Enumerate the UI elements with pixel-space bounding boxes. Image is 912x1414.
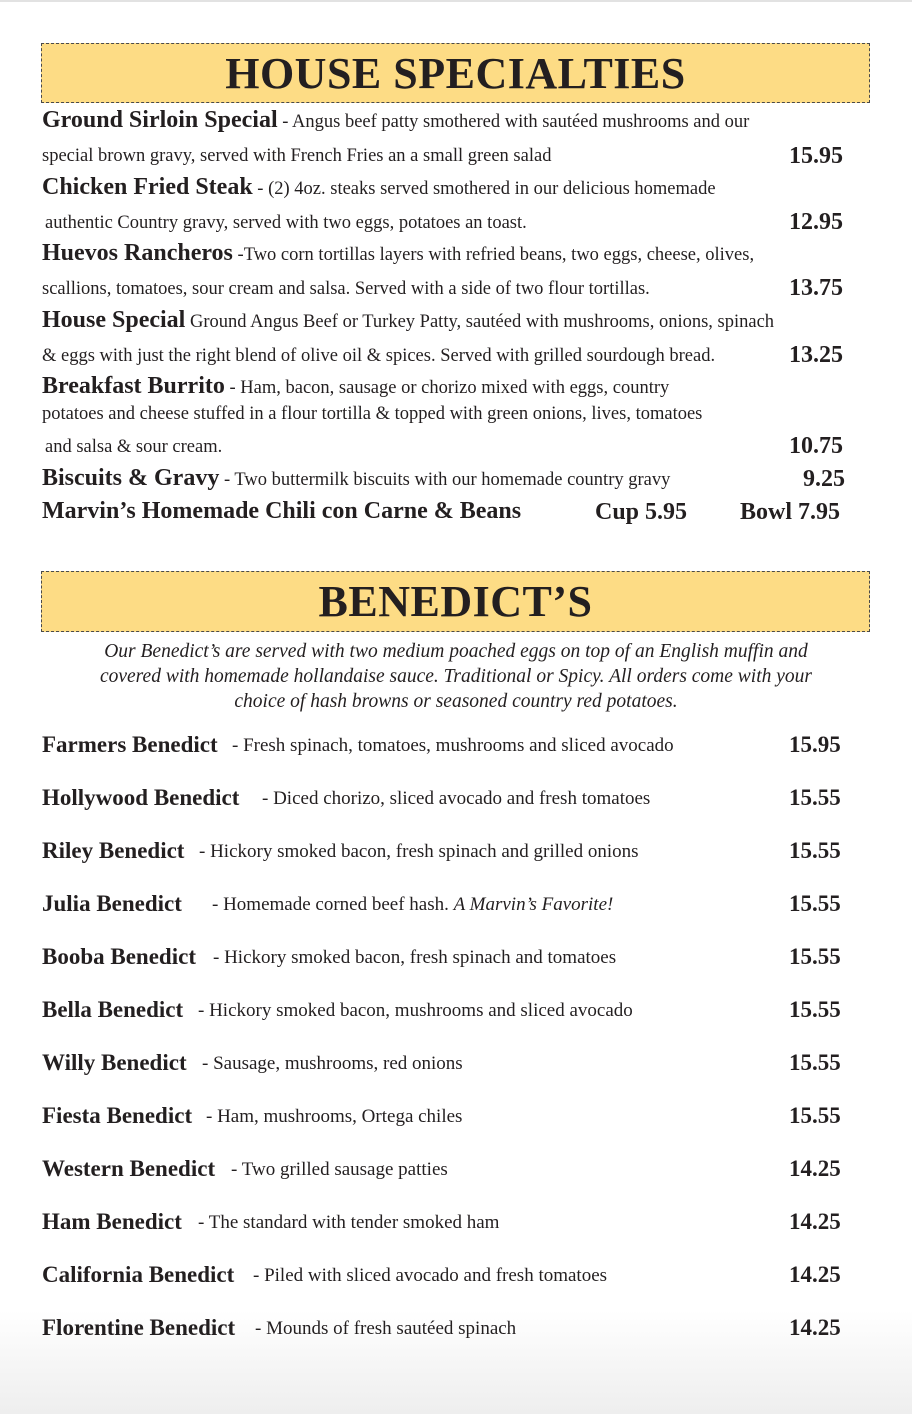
item-price: 13.25 bbox=[789, 342, 843, 368]
item-name: Hollywood Benedict bbox=[42, 785, 240, 810]
item-price: 10.75 bbox=[789, 433, 843, 459]
item-desc: - (2) 4oz. steaks served smothered in our delicious homemade bbox=[252, 179, 716, 199]
menu-item-huevos-rancheros bbox=[42, 240, 754, 267]
intro-line: Our Benedict’s are served with two medium poached eggs on top of an English muffin and bbox=[104, 641, 808, 662]
benedict-item-fiesta bbox=[42, 1103, 852, 1133]
item-desc-cont: & eggs with just the right blend of olive oil & spices. Served with grilled sourdough bread. bbox=[42, 346, 716, 366]
item-price: 15.55 bbox=[789, 891, 841, 916]
item-desc: - Hickory smoked bacon, mushrooms and sliced avocado bbox=[198, 1000, 633, 1021]
item-desc-cont: potatoes and cheese stuffed in a flour tortilla & topped with green onions, lives, tomatoes bbox=[42, 404, 703, 424]
item-name: Julia Benedict bbox=[42, 891, 182, 916]
benedict-item-ham bbox=[42, 1209, 852, 1239]
menu-item-biscuits-gravy bbox=[42, 465, 670, 492]
item-desc: -Two corn tortillas layers with refried beans, two eggs, cheese, olives, bbox=[232, 245, 755, 265]
benedict-item-farmers bbox=[42, 732, 852, 762]
item-desc-cont: scallions, tomatoes, sour cream and salsa. Served with a side of two flour tortillas. bbox=[42, 279, 650, 299]
item-desc: - Hickory smoked bacon, fresh spinach and tomatoes bbox=[213, 947, 617, 968]
benedict-item-western bbox=[42, 1156, 852, 1186]
item-desc: - Ham, bacon, sausage or chorizo mixed with eggs, country bbox=[224, 378, 670, 398]
item-desc: - Fresh spinach, tomatoes, mushrooms and sliced avocado bbox=[232, 735, 674, 756]
menu-item-ground-sirloin-special bbox=[42, 107, 749, 134]
menu-item-chicken-fried-steak bbox=[42, 174, 716, 201]
item-price: 12.95 bbox=[789, 209, 843, 235]
benedict-item-bella bbox=[42, 997, 852, 1027]
item-name: Farmers Benedict bbox=[42, 732, 218, 757]
item-name: Booba Benedict bbox=[42, 944, 196, 969]
item-name: Chicken Fried Steak bbox=[42, 174, 253, 200]
item-desc: - Piled with sliced avocado and fresh tomatoes bbox=[253, 1265, 608, 1286]
favorite-note: A Marvin’s Favorite! bbox=[453, 894, 614, 915]
item-desc: - Sausage, mushrooms, red onions bbox=[202, 1053, 463, 1074]
benedict-item-california bbox=[42, 1262, 852, 1292]
item-price: 15.55 bbox=[789, 785, 841, 810]
benedict-item-willy bbox=[42, 1050, 852, 1080]
item-desc-cont: special brown gravy, served with French Fries an a small green salad bbox=[42, 146, 552, 166]
item-name: Florentine Benedict bbox=[42, 1315, 236, 1340]
item-name: Biscuits & Gravy bbox=[42, 465, 220, 491]
item-desc: - Two grilled sausage patties bbox=[231, 1159, 448, 1180]
benedict-item-hollywood bbox=[42, 785, 852, 815]
item-name: Fiesta Benedict bbox=[42, 1103, 193, 1128]
item-desc: - Hickory smoked bacon, fresh spinach and grilled onions bbox=[199, 841, 639, 862]
item-desc-cont: authentic Country gravy, served with two eggs, potatoes an toast. bbox=[45, 213, 527, 233]
item-name: California Benedict bbox=[42, 1262, 235, 1287]
house-specialties-banner: HOUSE SPECIALTIES bbox=[41, 43, 870, 103]
item-price: 15.55 bbox=[789, 997, 841, 1022]
item-name: Ground Sirloin Special bbox=[42, 107, 278, 133]
item-price: 9.25 bbox=[803, 466, 845, 492]
chili-bowl-price: Bowl 7.95 bbox=[740, 499, 841, 525]
item-desc: - Diced chorizo, sliced avocado and fresh tomatoes bbox=[262, 788, 651, 809]
menu-item-house-special bbox=[42, 307, 774, 334]
item-name: Bella Benedict bbox=[42, 997, 184, 1022]
benedicts-banner: BENEDICT’S bbox=[41, 571, 870, 632]
item-name: House Special bbox=[42, 307, 186, 333]
top-divider bbox=[0, 0, 912, 2]
item-name: Marvin’s Homemade Chili con Carne & Beans bbox=[42, 498, 522, 524]
item-price: 14.25 bbox=[789, 1209, 841, 1234]
item-desc-text: - Homemade corned beef hash. bbox=[212, 894, 454, 915]
item-price: 14.25 bbox=[789, 1156, 841, 1181]
menu-item-chili bbox=[42, 498, 521, 525]
item-name: Western Benedict bbox=[42, 1156, 216, 1181]
intro-line: covered with homemade hollandaise sauce. Traditional or Spicy. All orders come with your bbox=[99, 666, 813, 687]
item-desc bbox=[212, 894, 613, 916]
item-name: Ham Benedict bbox=[42, 1209, 182, 1234]
intro-line: choice of hash browns or seasoned country red potatoes. bbox=[234, 691, 678, 712]
item-name: Huevos Rancheros bbox=[42, 240, 233, 266]
benedict-item-julia bbox=[42, 891, 852, 921]
item-price: 15.55 bbox=[789, 1050, 841, 1075]
item-name: Breakfast Burrito bbox=[42, 373, 225, 399]
item-price: 13.75 bbox=[789, 275, 843, 301]
item-price: 15.95 bbox=[789, 143, 843, 169]
item-desc: Ground Angus Beef or Turkey Patty, sautéed with mushrooms, onions, spinach bbox=[185, 312, 775, 332]
benedict-item-riley bbox=[42, 838, 852, 868]
benedict-item-booba bbox=[42, 944, 852, 974]
item-desc: - Ham, mushrooms, Ortega chiles bbox=[206, 1106, 463, 1127]
benedicts-intro bbox=[60, 639, 852, 714]
item-price: 14.25 bbox=[789, 1262, 841, 1287]
item-price: 15.55 bbox=[789, 1103, 841, 1128]
item-desc-cont: and salsa & sour cream. bbox=[45, 437, 223, 457]
item-price: 15.55 bbox=[789, 944, 841, 969]
item-desc: - The standard with tender smoked ham bbox=[198, 1212, 500, 1233]
item-desc: - Mounds of fresh sautéed spinach bbox=[255, 1318, 517, 1339]
item-desc: - Two buttermilk biscuits with our homemade country gravy bbox=[219, 470, 671, 490]
item-price: 14.25 bbox=[789, 1315, 841, 1340]
item-price: 15.95 bbox=[789, 732, 841, 757]
menu-item-breakfast-burrito bbox=[42, 373, 669, 400]
item-name: Willy Benedict bbox=[42, 1050, 187, 1075]
benedict-item-florentine bbox=[42, 1315, 852, 1345]
item-desc: - Angus beef patty smothered with sautéed mushrooms and our bbox=[277, 112, 750, 132]
item-name: Riley Benedict bbox=[42, 838, 185, 863]
item-price: 15.55 bbox=[789, 838, 841, 863]
chili-cup-price: Cup 5.95 bbox=[595, 499, 688, 525]
